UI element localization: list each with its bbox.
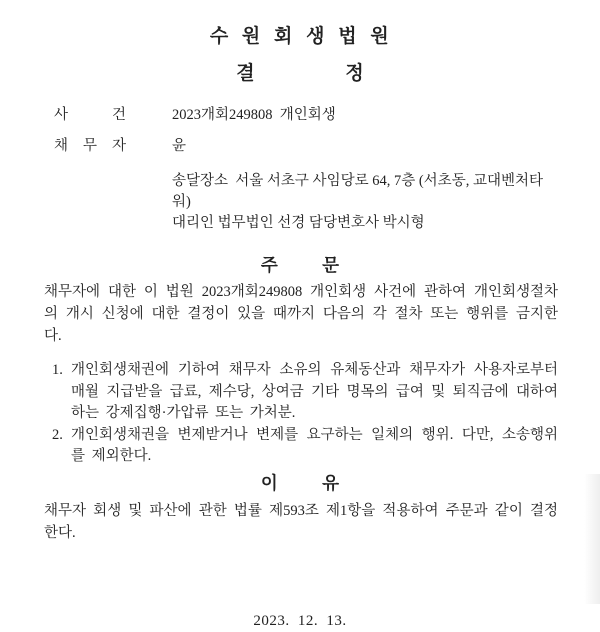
debtor-row [54, 135, 558, 157]
reason-paragraph: 채무자 회생 및 파산에 관한 법률 제593조 제1항을 적용하여 주문과 같이 결정한다. [44, 502, 558, 541]
order-item-1-text: 개인회생채권에 기하여 채무자 소유의 유체동산과 채무자가 사용자로부터 매월 지급받을 급료, 제수당, 상여금 기타 명목의 급여 및 퇴직금에 대하여 하는 강제집행·가압류 또는 가처분. [71, 362, 558, 421]
doc-type-title: 결 정 [236, 63, 364, 84]
court-name-title: 수 원 회 생 법 원 [209, 26, 391, 47]
order-items-list [44, 360, 558, 468]
service-address-line: 송달장소 서울 서초구 사임당로 64, 7층 (서초동, 교대벤처타워) [172, 173, 543, 210]
decision-date: 2023. 12. 13. [253, 612, 347, 629]
scan-edge-shadow [584, 474, 600, 604]
order-item-2-text: 개인회생채권을 변제받거나 변제를 요구하는 일체의 행위. 다만, 소송행위를 제외한다. [71, 426, 558, 464]
party-details-block [172, 171, 558, 234]
debtor-name-value: 윤 [172, 138, 187, 154]
order-item-2-number: 2. [52, 426, 63, 443]
case-number-value: 2023개회249808 개인회생 [172, 107, 336, 123]
case-label: 사 건 [54, 107, 126, 123]
case-row [54, 104, 558, 126]
order-section-heading: 주 문 [260, 255, 340, 275]
order-item-2 [44, 425, 558, 468]
order-intro-paragraph: 채무자에 대한 이 법원 2023개회249808 개인회생 사건에 관하여 개인회생절차의 개시 신청에 대한 결정이 있을 때까지 다음의 각 절차 또는 행위를 금지한다. [44, 284, 558, 344]
case-header-block [54, 104, 558, 157]
debtor-label: 채 무 자 [54, 138, 126, 154]
reason-section-heading: 이 유 [260, 472, 340, 493]
order-item-1 [44, 360, 558, 425]
attorney-line: 대리인 법무법인 선경 담당변호사 박시형 [172, 215, 425, 231]
order-item-1-number: 1. [52, 362, 63, 378]
